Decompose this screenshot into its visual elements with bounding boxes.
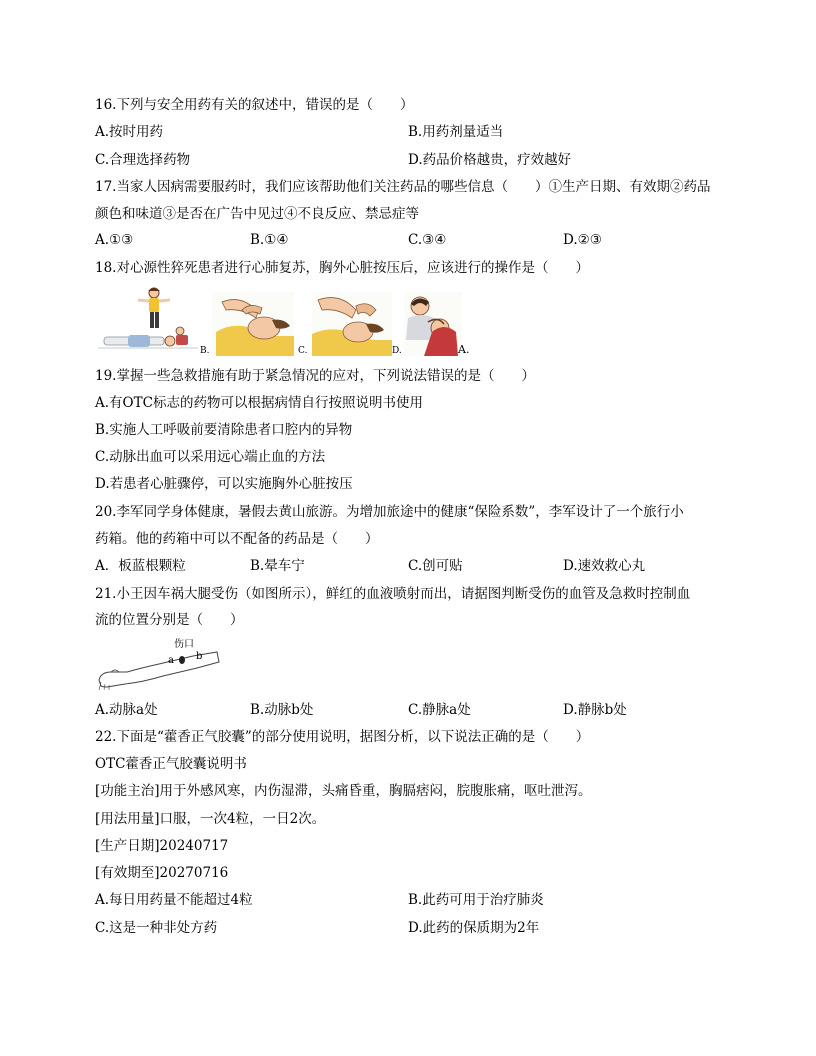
q18-label-a: A. <box>458 343 470 356</box>
q22-info-title: OTC藿香正气胶囊说明书 <box>95 756 247 772</box>
q19-option-c[interactable]: C.动脉出血可以采用远心端止血的方法 <box>95 449 326 465</box>
q20-option-a[interactable]: A．板蓝根颗粒 <box>95 558 186 574</box>
q18-figure-a <box>98 285 198 357</box>
q19-stem: 19.掌握一些急救措施有助于紧急情况的应对，下列说法错误的是（ ） <box>95 368 535 384</box>
q21-option-b[interactable]: B.动脉b处 <box>250 702 314 718</box>
q22-info-dosage: [用法用量]口服，一次4粒，一日2次。 <box>95 811 326 827</box>
q16-option-c[interactable]: C.合理选择药物 <box>95 152 191 168</box>
q22-info-indication: [功能主治]用于外感风寒，内伤湿滞，头痛昏重，胸膈痞闷，脘腹胀痛，呕吐泄泻。 <box>95 783 592 799</box>
q17-option-d[interactable]: D.②③ <box>563 232 602 248</box>
q18-stem: 18.对心源性猝死患者进行心肺复苏，胸外心脏按压后，应该进行的操作是（ ） <box>95 260 589 276</box>
cpr-alert-illustration <box>98 285 198 357</box>
q21-wound-label: 伤口 <box>174 639 194 650</box>
injured-leg-illustration <box>97 638 223 694</box>
q16-option-d[interactable]: D.药品价格越贵，疗效越好 <box>408 152 572 168</box>
q18-label-b: B. <box>200 346 210 356</box>
q18-label-d: D. <box>392 346 402 356</box>
rescue-breath-illustration <box>312 292 392 356</box>
q16-option-a[interactable]: A.按时用药 <box>95 124 164 140</box>
q18-label-c: C. <box>298 346 308 356</box>
q22-info-expiry: [有效期至]20270716 <box>95 865 229 881</box>
q16-stem: 16.下列与安全用药有关的叙述中，错误的是（ ） <box>95 97 414 113</box>
q17-option-b[interactable]: B.①④ <box>250 232 289 248</box>
q17-stem-line2: 颜色和味道③是否在广告中见过④不良反应、禁忌症等 <box>95 206 419 222</box>
q17-option-a[interactable]: A.①③ <box>95 232 134 248</box>
q18-figure-d <box>404 292 462 356</box>
q21-point-a: a <box>168 655 174 666</box>
q22-option-c[interactable]: C.这是一种非处方药 <box>95 920 218 936</box>
q21-stem-line2: 流的位置分别是（ ） <box>95 612 244 628</box>
q18-figure-c <box>312 292 392 356</box>
q22-option-a[interactable]: A.每日用药量不能超过4粒 <box>95 892 253 908</box>
q20-option-d[interactable]: D.速效救心丸 <box>563 558 646 574</box>
q19-option-b[interactable]: B.实施人工呼吸前要清除患者口腔内的异物 <box>95 422 353 438</box>
q20-option-b[interactable]: B.晕车宁 <box>250 558 305 574</box>
q22-info-production-date: [生产日期]20240717 <box>95 838 229 854</box>
mouth-to-mouth-illustration <box>404 292 462 356</box>
q17-option-c[interactable]: C.③④ <box>408 232 447 248</box>
q17-stem-line1: 17.当家人因病需要服药时，我们应该帮助他们关注药品的哪些信息（ ）①生产日期、有效期②药品 <box>95 179 711 195</box>
q21-option-c[interactable]: C.静脉a处 <box>408 702 471 718</box>
q22-stem: 22.下面是“藿香正气胶囊”的部分使用说明，据图分析，以下说法正确的是（ ） <box>95 729 590 745</box>
q20-option-c[interactable]: C.创可贴 <box>408 558 463 574</box>
q21-point-b: b <box>196 651 203 662</box>
q21-leg-figure <box>97 638 223 694</box>
head-tilt-illustration <box>212 292 294 356</box>
q19-option-a[interactable]: A.有OTC标志的药物可以根据病情自行按照说明书使用 <box>95 395 423 411</box>
q22-option-d[interactable]: D.此药的保质期为2年 <box>408 920 540 936</box>
q20-stem-line2: 药箱。他的药箱中可以不配备的药品是（ ） <box>95 531 379 547</box>
q16-option-b[interactable]: B.用药剂量适当 <box>408 124 504 140</box>
q21-option-a[interactable]: A.动脉a处 <box>95 702 158 718</box>
q18-figure-b <box>212 292 294 356</box>
q21-option-d[interactable]: D.静脉b处 <box>563 702 627 718</box>
q22-option-b[interactable]: B.此药可用于治疗肺炎 <box>408 892 544 908</box>
q20-stem-line1: 20.李军同学身体健康，暑假去黄山旅游。为增加旅途中的健康“保险系数”，李军设计了一个旅行小 <box>95 504 684 520</box>
q21-stem-line1: 21.小王因车祸大腿受伤（如图所示），鲜红的血液喷射而出，请据图判断受伤的血管及急救时控制血 <box>95 586 691 602</box>
q19-option-d[interactable]: D.若患者心脏骤停，可以实施胸外心脏按压 <box>95 476 353 492</box>
